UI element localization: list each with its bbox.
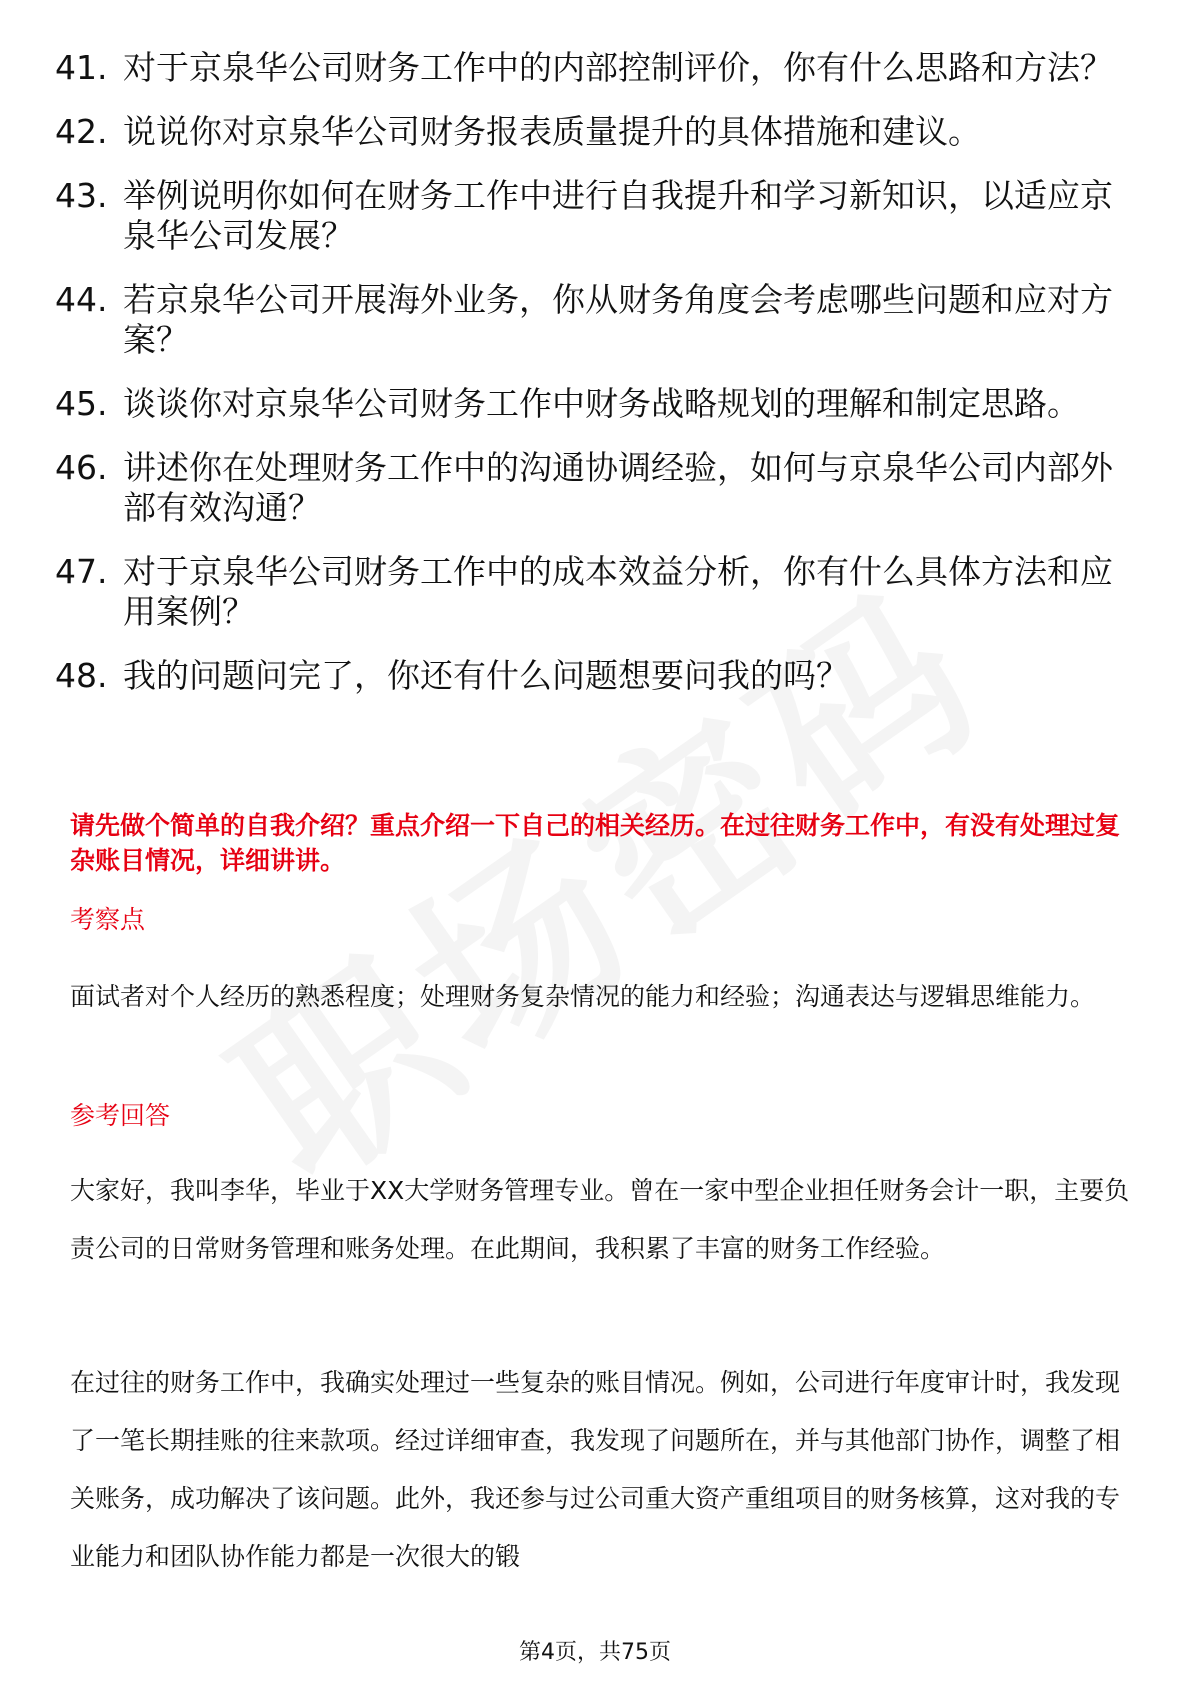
question-number: 41.: [55, 48, 108, 87]
question-item: [55, 448, 1135, 528]
question-text: 讲述你在处理财务工作中的沟通协调经验，如何与京泉华公司内部外部有效沟通？: [123, 448, 1113, 527]
question-number: 46.: [55, 448, 108, 487]
question-number: 48.: [55, 656, 108, 695]
page-footer: 第4页，共75页: [519, 1640, 671, 1665]
question-item: [55, 656, 1135, 696]
question-text: 对于京泉华公司财务工作中的成本效益分析，你有什么具体方法和应用案例？: [123, 552, 1113, 631]
highlight-question: 请先做个简单的自我介绍？重点介绍一下自己的相关经历。在过往财务工作中，有没有处理过复杂账目情况，详细讲讲。: [70, 811, 1121, 875]
exam-points-text: 面试者对个人经历的熟悉程度；处理财务复杂情况的能力和经验；沟通表达与逻辑思维能力。: [70, 982, 1096, 1011]
question-item: [55, 280, 1135, 360]
question-text: 谈谈你对京泉华公司财务工作中财务战略规划的理解和制定思路。: [123, 384, 1080, 423]
question-text: 说说你对京泉华公司财务报表质量提升的具体措施和建议。: [123, 112, 981, 151]
question-text: 若京泉华公司开展海外业务，你从财务角度会考虑哪些问题和应对方案？: [123, 280, 1113, 359]
question-text: 举例说明你如何在财务工作中进行自我提升和学习新知识，以适应京泉华公司发展？: [123, 176, 1113, 255]
question-text: 对于京泉华公司财务工作中的内部控制评价，你有什么思路和方法？: [123, 48, 1113, 87]
question-item: [55, 176, 1135, 256]
reference-answer-label: 参考回答: [70, 1101, 171, 1130]
question-number: 44.: [55, 280, 108, 319]
answer-paragraph-1: 大家好，我叫李华，毕业于XX大学财务管理专业。曾在一家中型企业担任财务会计一职，主要负责公司的日常财务管理和账务处理。在此期间，我积累了丰富的财务工作经验。: [70, 1176, 1130, 1263]
answer-paragraph-2: 在过往的财务工作中，我确实处理过一些复杂的账目情况。例如，公司进行年度审计时，我发现了一笔长期挂账的往来款项。经过详细审查，我发现了问题所在，并与其他部门协作，调整了相关账务，成功解决了该问题。此外，我还参与过公司重大资产重组项目的财务核算，这对我的专业能力和团队协作能力都是一次很大的锻: [70, 1368, 1121, 1571]
exam-points-label: 考察点: [70, 905, 146, 934]
question-number: 42.: [55, 112, 108, 151]
question-item: [55, 112, 1135, 152]
question-text: 我的问题问完了，你还有什么问题想要问我的吗？: [123, 656, 849, 695]
question-item: [55, 552, 1135, 632]
question-number: 47.: [55, 552, 108, 591]
question-item: [55, 48, 1135, 88]
question-number: 43.: [55, 176, 108, 215]
question-number: 45.: [55, 384, 108, 423]
question-list: [55, 48, 1135, 720]
question-item: [55, 384, 1135, 424]
